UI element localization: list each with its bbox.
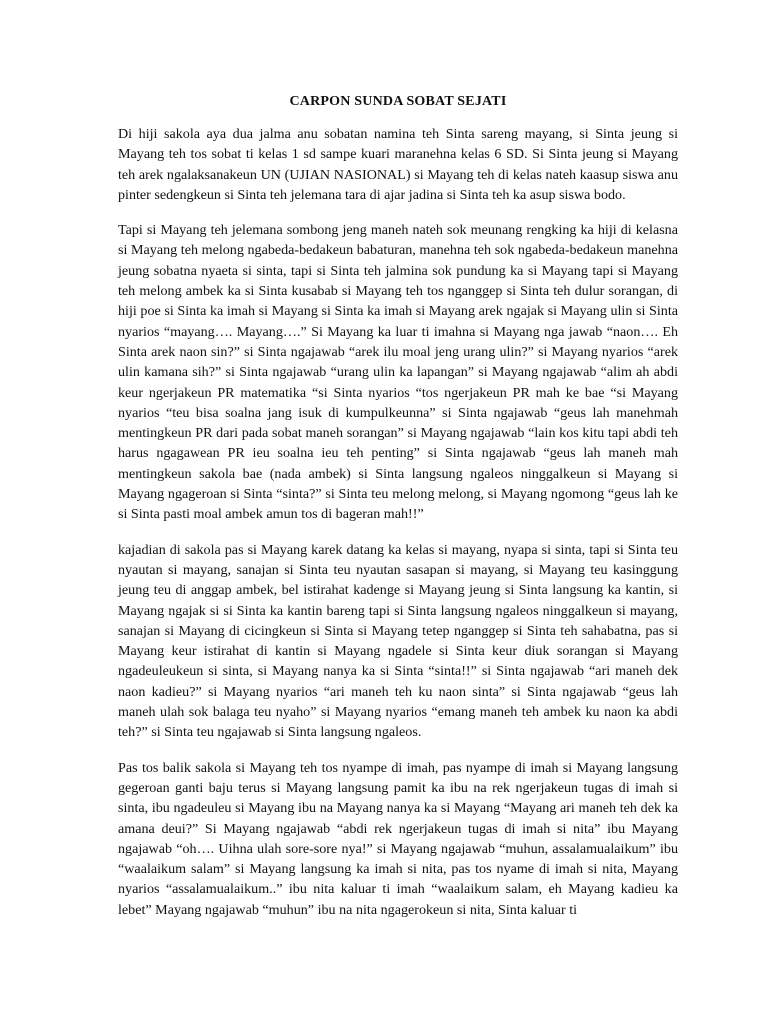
paragraph: kajadian di sakola pas si Mayang karek datang ka kelas si mayang, nyapa si sinta, tapi si Sinta teu nyautan si mayang, sanajan si Sinta teu nyautan sasapan si mayang, si Mayang teu kasinggung jeung teu di anggap ambek, bel istirahat kadenge si Mayang jeung si Sinta langsung ka kantin, si Mayang ngajak si si Sinta ka kantin bareng tapi si Sinta langsung ngaleos ninggalkeun si mayang, sanajan si Mayang di cicingkeun si Sinta si Mayang tetep nganggep si Sinta teh sahabatna, pas si Mayang keur istirahat di kantin si Mayang ngadele si Sinta keur diuk sorangan si Mayang ngadeuleukeun si sinta, si Mayang nanya ka si Sinta “sinta!!” si Sinta ngajawab “ari maneh dek naon kadieu?” si Mayang nyarios “ari maneh teh ku naon sinta” si Sinta ngajawab “geus lah maneh ulah sok balaga teu nyaho” si Mayang nyarios “emang maneh teh ambek ku naon ka abdi teh?” si Sinta teu ngajawab si Sinta langsung ngaleos.: [118, 541, 678, 741]
document-title: CARPON SUNDA SOBAT SEJATI: [289, 94, 507, 109]
paragraph: Pas tos balik sakola si Mayang teh tos nyampe di imah, pas nyampe di imah si Mayang langsung gegeroan ganti baju terus si Mayang langsung pamit ka ibu na rek ngerjakeun tugas di imah si sinta, ibu ngadeuleu si Mayang ibu na Mayang nanya ka si Mayang “Mayang ari maneh teh dek ka amana deui?” Si Mayang ngajawab “abdi rek ngerjakeun tugas di imah si nita” ibu Mayang ngajawab “oh…. Uihna ulah sore-sore nya!” si Mayang ngajawab “muhun, assalamualaikum” ibu “waalaikum salam” si Mayang langsung ka imah si nita, pas tos nyame di imah si nita, Mayang nyarios “assalamualaikum..” ibu nita kaluar ti imah “waalaikum salam, eh Mayang kadieu ka lebet” Mayang ngajawab “muhun” ibu na nita ngagerokeun si nita, Sinta kaluar ti: [118, 759, 678, 918]
document-body: [118, 92, 678, 935]
paragraph: Tapi si Mayang teh jelemana sombong jeng maneh nateh sok meunang rengking ka hiji di kelasna si Mayang teh melong ngabeda-bedakeun babaturan, manehna teh sok ngabeda-bedakeun manehna jeung sobatna nyaeta si sinta, tapi si Sinta teh jalmina sok pundung ka si Mayang tapi si Mayang teh melong ambek ka si Sinta kusabab si Mayang teh tos nganggep si Sinta teh dulur sorangan, di hiji poe si Sinta ka imah si Mayang si Sinta ka imah si Mayang arek ngajak si Mayang ulin si Sinta nyarios “mayang…. Mayang….” Si Mayang ka luar ti imahna si Mayang nga jawab “naon…. Eh Sinta arek naon sin?” si Sinta ngajawab “arek ilu moal jeng urang ulin?” si Mayang nyarios “arek ulin kamana sih?” si Sinta ngajawab “urang ulin ka lapangan” si Mayang ngajawab “alim ah abdi keur ngerjakeun PR matematika “si Sinta nyarios “tos ngerjakeun PR mah ke bae “si Mayang nyarios “teu bisa soalna jang isuk di kumpulkeunna” si Sinta ngajawab “geus lah manehmah mentingkeun PR dari pada sobat maneh sorangan” si Mayang ngajawab “lain kos kitu tapi abdi teh harus ngagawean PR ieu soalna ieu teh penting” si Sinta ngajawab “geus lah maneh mah mentingkeun sakola bae (nada ambek) si Sinta langsung ngaleos ninggalkeun si Mayang si Mayang ngageroan si Sinta “sinta?” si Sinta teu melong melong, si Mayang ngomong “geus lah ke si Sinta pasti moal ambek amun tos di bageran mah!!”: [118, 222, 678, 523]
paragraph: Di hiji sakola aya dua jalma anu sobatan namina teh Sinta sareng mayang, si Sinta jeung si Mayang teh tos sobat ti kelas 1 sd sampe kuari maranehna kelas 6 SD. Si Sinta jeung si Mayang teh arek ngalaksanakeun UN (UJIAN NASIONAL) si Mayang teh di kelas nateh kaasup siswa anu pinter sedengkeun si Sinta teh jelemana tara di ajar jadina si Sinta teh ka asup siswa bodo.: [118, 126, 678, 203]
